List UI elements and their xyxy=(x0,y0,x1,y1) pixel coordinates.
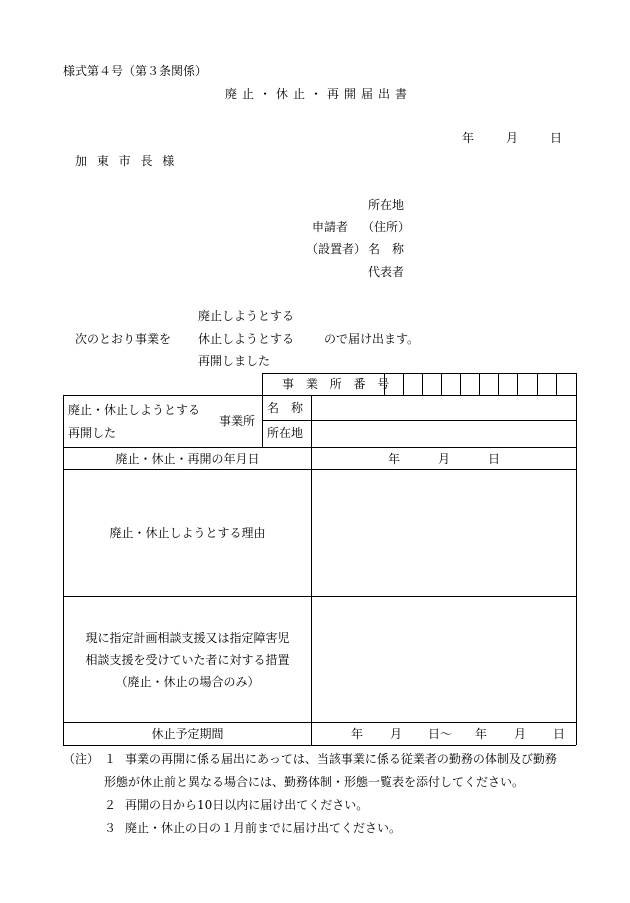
office-status-abolish-suspend: 廃止・休止しようとする xyxy=(68,403,201,417)
office-location-label: 所在地 xyxy=(267,426,304,440)
office-number-input[interactable] xyxy=(385,374,576,395)
period-from-year: 年 xyxy=(351,727,364,741)
statement-option-suspend: 休止しようとする xyxy=(198,332,295,346)
office-name-input[interactable] xyxy=(312,396,576,420)
reason-input[interactable] xyxy=(312,470,576,596)
page-title: 廃止・休止・再開届出書 xyxy=(225,87,413,101)
date-row-label: 廃止・休止・再開の年月日 xyxy=(115,451,260,466)
note-3-text: 廃止・休止の日の１月前までに届け出てください。 xyxy=(125,821,402,835)
measures-label xyxy=(64,597,311,722)
reason-label: 廃止・休止しようとする理由 xyxy=(109,526,266,540)
applicant-representative-label: 代表者 xyxy=(368,265,405,279)
period-from-day: 日～ xyxy=(428,727,453,741)
note-2-number: ２ xyxy=(104,798,117,812)
statement-option-abolish: 廃止しようとする xyxy=(198,309,295,323)
period-to-month: 月 xyxy=(514,727,527,741)
measures-line-2: 相談支援を受けていた者に対する措置 xyxy=(85,652,290,667)
date-row-month: 月 xyxy=(438,452,451,466)
measures-line-1: 現に指定計画相談支援又は指定障害児 xyxy=(85,630,290,645)
office-location-input[interactable] xyxy=(312,421,576,447)
applicant-installer-label: （設置者） xyxy=(306,242,367,256)
note-1-number: １ xyxy=(104,752,117,766)
suspension-period-label: 休止予定期間 xyxy=(151,727,224,741)
period-to-day: 日 xyxy=(553,727,566,741)
applicant-location-label: 所在地 xyxy=(368,198,405,212)
note-1-line-2: 形態が休止前と異なる場合には、勤務体制・形態一覧表を添付してください。 xyxy=(104,775,525,789)
statement-option-resume: 再開しました xyxy=(198,354,271,368)
office-status-resumed: 再開した xyxy=(68,426,117,440)
addressee: 加 東 市 長 様 xyxy=(75,154,178,168)
measures-input[interactable] xyxy=(312,597,576,722)
note-2-text: 再開の日から10日以内に届け出てください。 xyxy=(125,798,369,812)
date-row-day: 日 xyxy=(488,452,501,466)
date-day: 日 xyxy=(550,131,563,145)
office-name-label: 名 称 xyxy=(267,401,304,415)
office-number-label: 事 業 所 番 号 xyxy=(282,377,394,391)
date-row-year: 年 xyxy=(388,452,401,466)
note-1-line-1: 事業の再開に係る届出にあっては、当該事業に係る従業者の勤務の体制及び勤務 xyxy=(125,752,557,766)
statement-prefix: 次のとおり事業を xyxy=(75,332,172,346)
measures-line-3: （廃止・休止の場合のみ） xyxy=(115,674,260,689)
date-month: 月 xyxy=(506,131,519,145)
applicant-label: 申請者 xyxy=(312,220,349,234)
period-to-year: 年 xyxy=(475,727,488,741)
applicant-name-label: 名 称 xyxy=(368,242,405,256)
office-label: 事業所 xyxy=(219,414,256,428)
date-year: 年 xyxy=(462,131,475,145)
note-3-number: ３ xyxy=(104,821,117,835)
form-number: 様式第４号（第３条関係） xyxy=(63,64,208,78)
applicant-address-label: （住所） xyxy=(362,220,411,234)
period-from-month: 月 xyxy=(390,727,403,741)
notes-label: （注） xyxy=(63,752,100,766)
statement-suffix: ので届け出ます。 xyxy=(324,332,420,346)
